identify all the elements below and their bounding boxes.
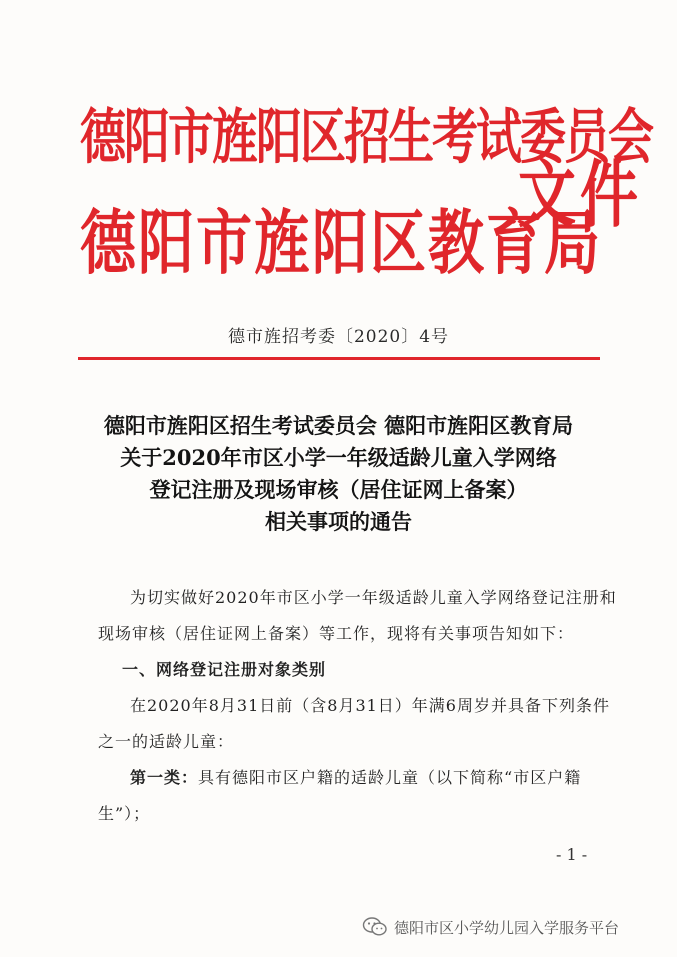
issuing-org-2: 德阳市旌阳区教育局 — [80, 203, 602, 285]
wechat-icon — [362, 916, 388, 938]
category-paragraph — [98, 760, 618, 832]
wechat-watermark — [362, 914, 619, 940]
title-line-4: 相关事项的通告 — [265, 509, 412, 534]
page-number: - 1 - — [556, 845, 588, 864]
watermark-text: 德阳市区小学幼儿园入学服务平台 — [394, 918, 620, 937]
notice-body — [98, 580, 618, 832]
notice-title — [60, 410, 617, 538]
category-text: 具有德阳市区户籍的适龄儿童（以下简称“市区户籍生”）； — [98, 768, 582, 823]
document-type-label: 文件 — [518, 152, 643, 238]
document-number: 德市旌招考委〔2020〕4号 — [227, 327, 450, 347]
red-divider — [78, 357, 600, 360]
title-line-3: 登记注册及现场审核（居住证网上备案） — [149, 477, 528, 502]
section-heading: 一、网络登记注册对象类别 — [122, 660, 327, 679]
title-line-2: 关于2020年市区小学一年级适龄儿童入学网络 — [120, 445, 557, 470]
category-label: 第一类： — [130, 768, 199, 787]
issuing-org-1: 德阳市旌阳区招生考试委员会 — [80, 101, 652, 172]
intro-paragraph: 为切实做好2020年市区小学一年级适龄儿童入学网络登记注册和现场审核（居住证网上备案）等工作，现将有关事项告知如下： — [98, 588, 617, 643]
section-paragraph: 在2020年8月31日前（含8月31日）年满6周岁并具备下列条件之一的适龄儿童： — [98, 696, 610, 751]
title-line-1: 德阳市旌阳区招生考试委员会 德阳市旌阳区教育局 — [103, 413, 574, 438]
document-header — [80, 78, 652, 285]
